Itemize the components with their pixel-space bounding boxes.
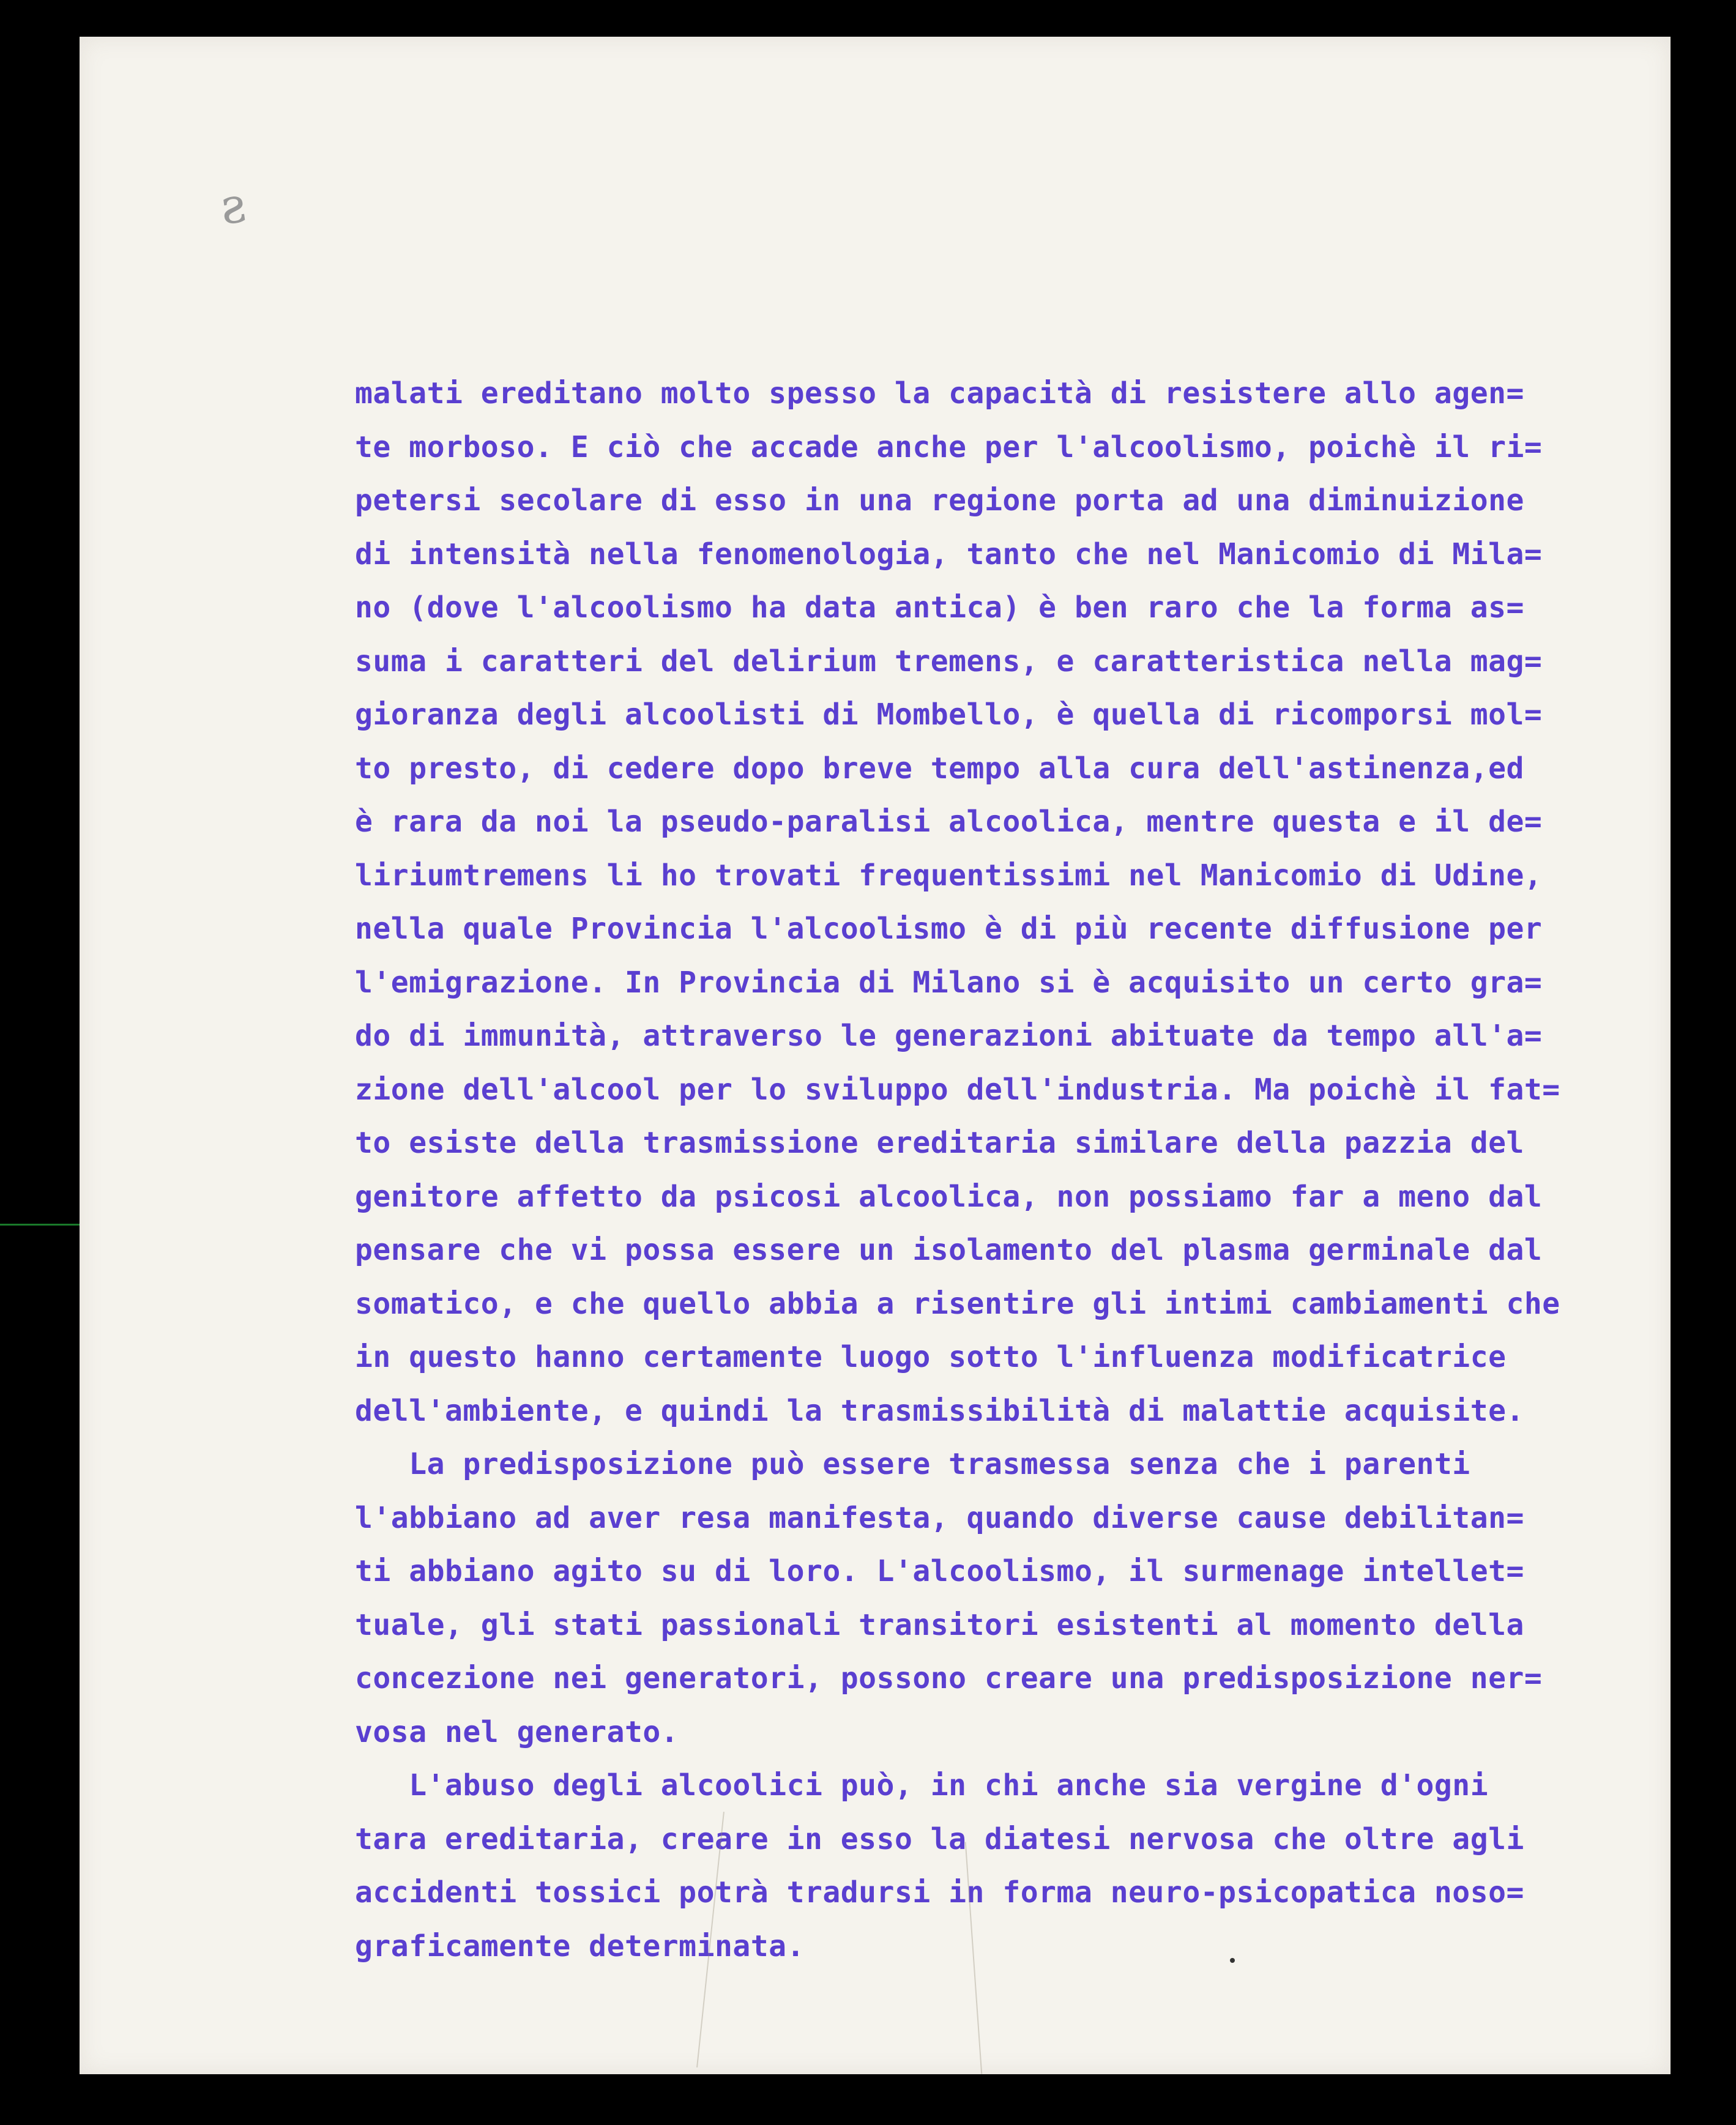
text-line: to esiste della trasmissione ereditaria similare della pazzia del (355, 1126, 1524, 1160)
text-line: L'abuso degli alcoolici può, in chi anche sia vergine d'ogni (355, 1768, 1489, 1803)
text-line: l'emigrazione. In Provincia di Milano si è acquisito un certo gra= (355, 965, 1543, 1000)
text-line: accidenti tossici potrà tradursi in forma neuro-psicopatica noso= (355, 1875, 1524, 1910)
ink-speck (1230, 1958, 1235, 1963)
text-line: nella quale Provincia l'alcoolismo è di più recente diffusione per (355, 912, 1543, 946)
text-line: malati ereditano molto spesso la capacità di resistere allo agen= (355, 376, 1524, 411)
text-line: graficamente determinata. (355, 1929, 805, 1963)
text-line: vosa nel generato. (355, 1714, 679, 1749)
text-line: no (dove l'alcoolismo ha data antica) è ben raro che la forma as= (355, 590, 1524, 625)
text-line: zione dell'alcool per lo sviluppo dell'industria. Ma poichè il fat= (355, 1072, 1560, 1107)
text-line: te morboso. E ciò che accade anche per l'alcoolismo, poichè il ri= (355, 430, 1543, 464)
text-line: in questo hanno certamente luogo sotto l'influenza modificatrice (355, 1340, 1507, 1374)
text-line: pensare che vi possa essere un isolamento del plasma germinale dal (355, 1233, 1543, 1267)
text-line: La predisposizione può essere trasmessa senza che i parenti (355, 1447, 1470, 1481)
text-line: tara ereditaria, creare in esso la diatesi nervosa che oltre agli (355, 1822, 1524, 1856)
text-line: di intensità nella fenomenologia, tanto che nel Manicomio di Mila= (355, 537, 1543, 571)
text-line: genitore affetto da psicosi alcoolica, non possiamo far a meno dal (355, 1179, 1543, 1214)
text-line: petersi secolare di esso in una regione porta ad una diminuizione (355, 483, 1524, 518)
typed-body-text (355, 367, 1671, 1973)
text-line: gioranza degli alcoolisti di Mombello, è quella di ricomporsi mol= (355, 698, 1543, 732)
text-line: ti abbiano agito su di loro. L'alcoolismo, il surmenage intellet= (355, 1554, 1524, 1588)
pencil-margin-mark: ƨ (216, 176, 250, 236)
text-line: liriumtremens li ho trovati frequentissimi nel Manicomio di Udine, (355, 858, 1543, 893)
text-line: somatico, e che quello abbia a risentire gli intimi cambiamenti che (355, 1286, 1560, 1321)
text-line: l'abbiano ad aver resa manifesta, quando diverse cause debilitan= (355, 1500, 1524, 1535)
text-line: concezione nei generatori, possono creare una predisposizione ner= (355, 1661, 1543, 1695)
text-line: to presto, di cedere dopo breve tempo alla cura dell'astinenza,ed (355, 751, 1524, 786)
text-line: do di immunità, attraverso le generazioni abituate da tempo all'a= (355, 1019, 1543, 1053)
text-line: suma i caratteri del delirium tremens, e caratteristica nella mag= (355, 644, 1543, 679)
text-line: dell'ambiente, e quindi la trasmissibilità di malattie acquisite. (355, 1393, 1524, 1428)
text-line: tuale, gli stati passionali transitori esistenti al momento della (355, 1607, 1524, 1642)
text-line: è rara da noi la pseudo-paralisi alcoolica, mentre questa e il de= (355, 805, 1543, 839)
scan-edge-mark (0, 1224, 80, 1226)
typed-page (80, 37, 1671, 2074)
